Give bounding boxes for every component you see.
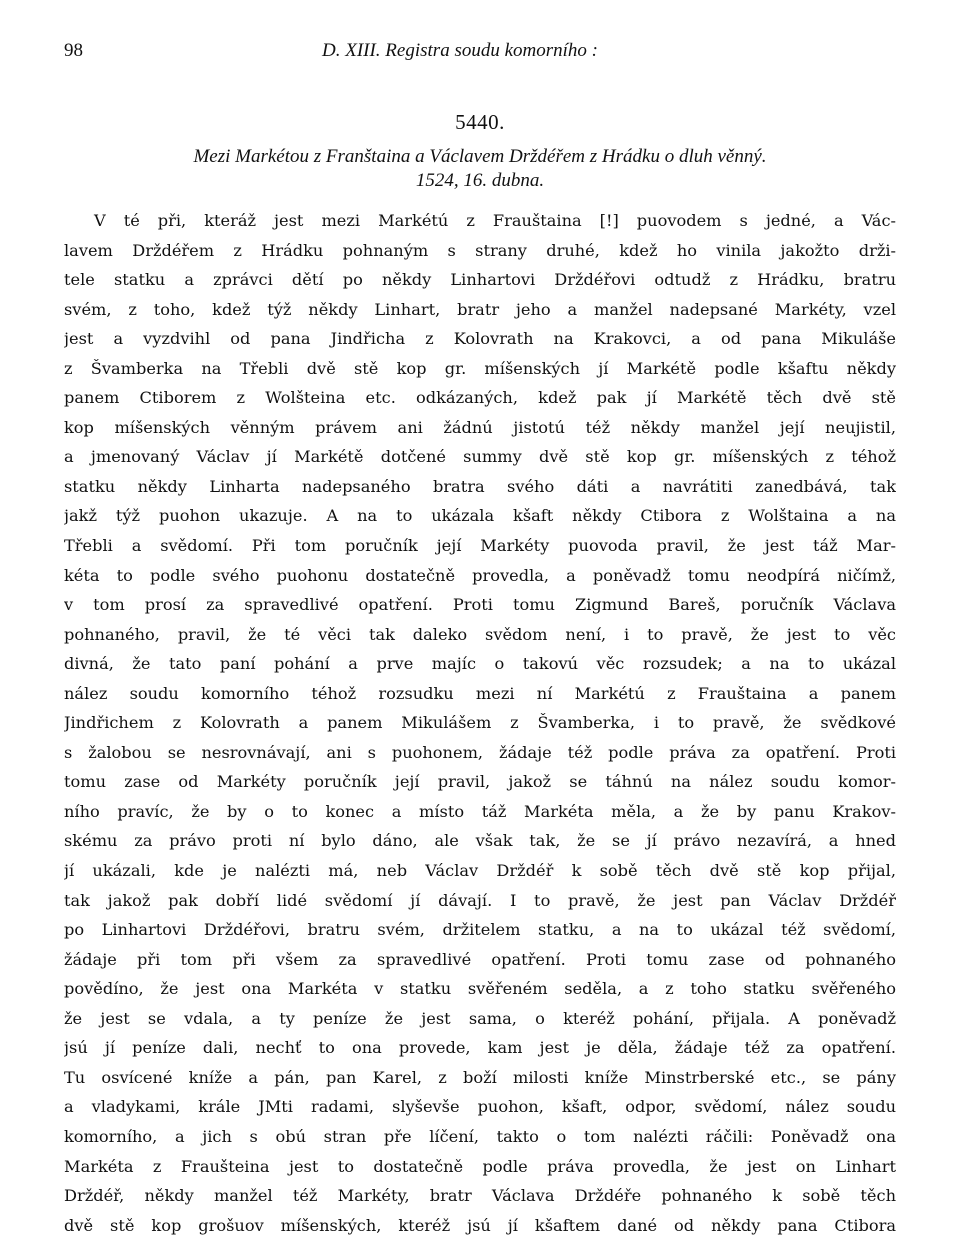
- running-head: [64, 40, 896, 68]
- text-line: jí ukázali, kde je nalézti má, neb Václav Drždéř k sobě těch dvě stě kop přijal,: [64, 861, 896, 881]
- text-line: pohnaného, pravil, že té věci tak daleko svědom není, i to pravě, že jest to věc: [64, 624, 896, 644]
- document-date: 1524, 16. dubna.: [415, 170, 545, 191]
- text-line: z Švamberka na Třebli dvě stě kop gr. míšenských jí Markétě podle kšaftu někdy: [64, 358, 896, 378]
- text-line: tomu zase od Markéty poručník její pravil, jakož se táhnú na nález soudu komor-: [64, 772, 896, 792]
- text-line: a jmenovaný Václav jí Markétě dotčené summy dvě stě kop gr. míšenských z téhož: [64, 447, 896, 467]
- text-line: dvě stě kop grošuov míšenských, kteréž jsú jí kšaftem dané od někdy pana Ctibora: [64, 1215, 896, 1235]
- document-body: [64, 206, 896, 1240]
- text-line: ního pravíc, že by o to konec a místo táž Markéta měla, a že by panu Krakov-: [64, 801, 896, 821]
- text-line: tak jakož pak dobří lidé svědomí jí dávají. I to pravě, že jest pan Václav Drždéř: [64, 890, 896, 910]
- text-line: jakž týž puohon ukazuje. A na to ukázala kšaft někdy Ctibora z Wolštaina a na: [64, 506, 896, 526]
- text-line: V té při, kteráž jest mezi Markétú z Frauštaina [!] puovodem s jedné, a Vác-: [94, 211, 896, 230]
- text-line: lavem Drždéřem z Hrádku pohnaným s strany druhé, kdež ho vinila jakožto drži-: [64, 240, 896, 260]
- text-line: Drždéř, někdy manžel též Markéty, bratr Václava Drždéře pohnaného k sobě těch: [64, 1186, 896, 1206]
- text-line: jest a vyzdvihl od pana Jindřicha z Kolovrath na Krakovci, a od pana Mikuláše: [64, 329, 896, 349]
- document-heading: Mezi Markétou z Franštaina a Václavem Drždéřem z Hrádku o dluh věnný.: [193, 146, 767, 167]
- text-line: kop míšenských věnným právem ani žádnú jistotú též někdy manžel její neujistil,: [64, 417, 896, 437]
- text-line: komorního, a jich s obú stran pře líčení, takto o tom nalézti ráčili: Poněvadž ona: [64, 1126, 896, 1146]
- text-line: že jest se vdala, a ty peníze že jest sama, o kteréž pohání, přijala. A poněvadž: [64, 1008, 896, 1028]
- text-line: skému za právo proti ní bylo dáno, ale však tak, že se jí právo nezavírá, a hned: [64, 831, 896, 851]
- text-line: povědíno, že jest ona Markéta v statku svěřeném seděla, a z toho statku svěřeného: [64, 979, 896, 999]
- text-line: a vladykami, krále JMti radami, slyševše puohon, kšaft, odpor, svědomí, nález soudu: [64, 1097, 896, 1117]
- text-line: jsú jí peníze dali, nechť to ona provede, kam jest je děla, žádaje též za opatření.: [64, 1038, 896, 1058]
- text-line: Markéta z Fraušteina jest to dostatečně podle práva provedla, že jest on Linhart: [64, 1156, 896, 1176]
- text-line: Třebli a svědomí. Při tom poručník její Markéty puovoda pravil, že jest táž Mar-: [64, 536, 896, 556]
- page: [64, 40, 896, 1240]
- text-line: v tom prosí za spravedlivé opatření. Proti tomu Zigmund Bareš, poručník Václava: [64, 595, 896, 615]
- text-line: Tu osvícené kníže a pán, pan Karel, z boží milosti kníže Minstrberské etc., se pány: [64, 1067, 896, 1087]
- text-line: Jindřichem z Kolovrath a panem Mikulášem z Švamberka, i to pravě, že svědkové: [64, 713, 896, 733]
- text-line: nález soudu komorního téhož rozsudku mezi ní Markétú z Frauštaina a panem: [64, 683, 896, 703]
- text-line: svém, z toho, kdež týž někdy Linhart, bratr jeho a manžel nadepsané Markéty, vzel: [64, 299, 896, 319]
- document-number: 5440.: [455, 110, 505, 134]
- text-line: panem Ctiborem z Wolšteina etc. odkázaných, kdež pak jí Markétě těch dvě stě: [64, 388, 896, 408]
- text-line: s žalobou se nesrovnávají, ani s puohonem, žádaje též podle práva za opatření. Proti: [64, 742, 896, 762]
- text-line: statku někdy Linharta nadepsaného bratra svého dáti a navrátiti zanedbává, tak: [64, 476, 896, 496]
- text-line: žádaje při tom při všem za spravedlivé opatření. Proti tomu zase od pohnaného: [64, 949, 896, 969]
- text-line: kéta to podle svého puohonu dostatečně provedla, a poněvadž tomu neodpírá ničímž,: [64, 565, 896, 585]
- text-line: divná, že tato paní pohání a prve majíc o takovú věc rozsudek; a na to ukázal: [64, 654, 896, 674]
- text-line: tele statku a zprávci dětí po někdy Linhartovi Drždéřovi odtudž z Hrádku, bratru: [64, 270, 896, 290]
- text-line: po Linhartovi Drždéřovi, bratru svém, držitelem statku, a na to ukázal též svědomí,: [64, 920, 896, 940]
- running-title: D. XIII. Registra soudu komorního :: [322, 40, 598, 61]
- page-number: 98: [64, 40, 83, 61]
